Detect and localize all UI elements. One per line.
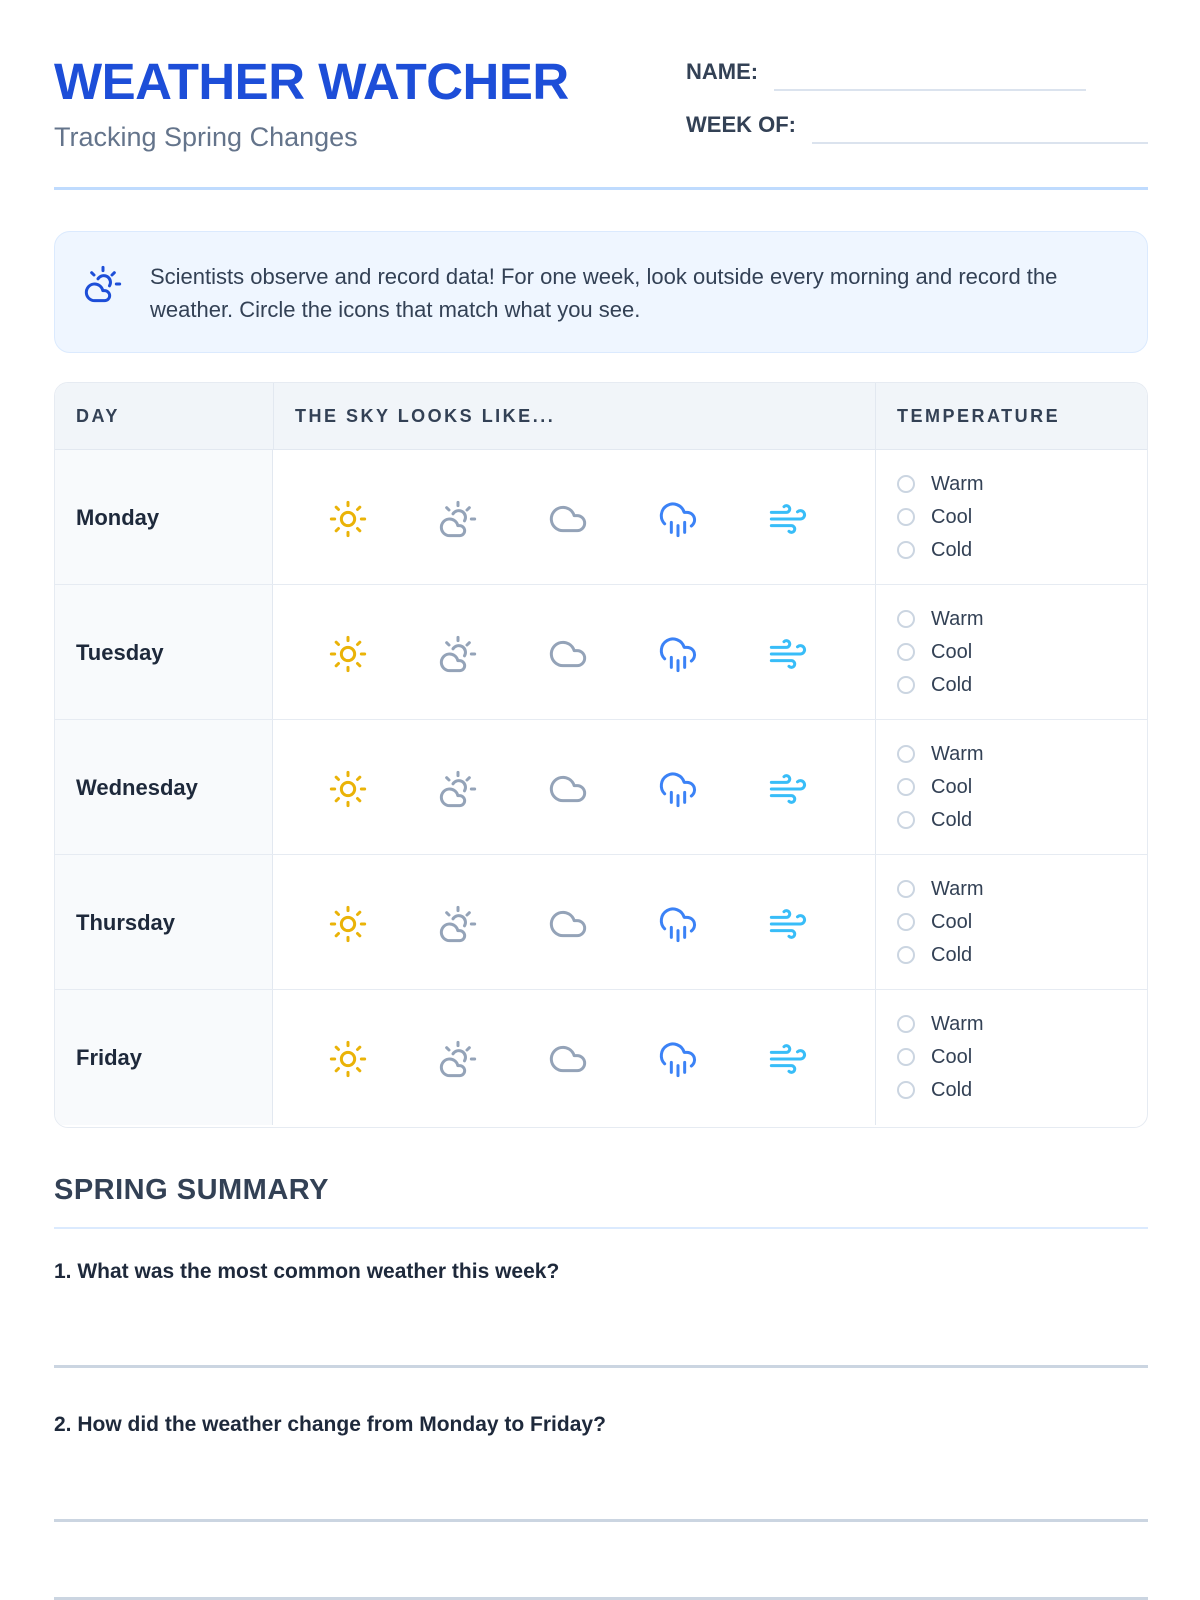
sun-icon[interactable] (328, 769, 368, 809)
page-subtitle: Tracking Spring Changes (54, 122, 358, 152)
sky-cell (273, 450, 875, 584)
day-cell (55, 450, 273, 584)
table-row (55, 450, 1147, 585)
rain-icon[interactable] (658, 634, 698, 674)
temperature-label: Cold (931, 1078, 973, 1101)
column-header-temperature: TEMPERATURE (875, 383, 1148, 450)
temperature-option[interactable] (897, 1011, 984, 1037)
day-cell (55, 720, 273, 854)
radio-button[interactable] (897, 676, 915, 694)
header-divider (54, 187, 1148, 190)
radio-button[interactable] (897, 643, 915, 661)
rain-icon[interactable] (658, 1039, 698, 1079)
radio-button[interactable] (897, 811, 915, 829)
column-header-sky: THE SKY LOOKS LIKE... (273, 383, 875, 450)
temperature-label: Cold (931, 808, 973, 831)
cloud-icon[interactable] (548, 769, 588, 809)
radio-button[interactable] (897, 1081, 915, 1099)
cloud-icon[interactable] (548, 1039, 588, 1079)
cloud-icon[interactable] (548, 904, 588, 944)
answer-line-1[interactable] (54, 1365, 1148, 1368)
temperature-option[interactable] (897, 1077, 972, 1103)
temperature-label: Warm (931, 742, 984, 765)
day-cell (55, 990, 273, 1125)
day-label: Wednesday (76, 775, 198, 800)
temperature-label: Cool (931, 640, 973, 663)
temperature-label: Warm (931, 607, 984, 630)
day-label: Tuesday (76, 640, 164, 665)
sun-icon[interactable] (328, 1039, 368, 1079)
sky-cell (273, 720, 875, 854)
name-field[interactable] (774, 89, 1086, 91)
wind-icon[interactable] (768, 1039, 808, 1079)
sun-icon[interactable] (328, 634, 368, 674)
temperature-option[interactable] (897, 471, 984, 497)
temperature-cell (875, 720, 1148, 854)
sun-icon[interactable] (328, 499, 368, 539)
instructions-text: Scientists observe and record data! For one week, look outside every morning and record the weather. Circle the icons that match what you see. (150, 264, 1058, 322)
temperature-label: Cool (931, 1045, 973, 1068)
sky-cell (273, 990, 875, 1125)
rain-icon[interactable] (658, 904, 698, 944)
partly-sunny-icon[interactable] (438, 499, 478, 539)
radio-button[interactable] (897, 475, 915, 493)
radio-button[interactable] (897, 913, 915, 931)
name-label: NAME: (686, 59, 759, 84)
instructions-box (54, 231, 1148, 353)
cloud-icon[interactable] (548, 499, 588, 539)
sky-cell (273, 855, 875, 989)
temperature-cell (875, 585, 1148, 719)
radio-button[interactable] (897, 946, 915, 964)
question-1: 1. What was the most common weather this week? (54, 1260, 560, 1283)
sun-icon[interactable] (328, 904, 368, 944)
day-cell (55, 585, 273, 719)
temperature-option[interactable] (897, 909, 972, 935)
temperature-label: Cold (931, 538, 973, 561)
radio-button[interactable] (897, 880, 915, 898)
page-title: WEATHER WATCHER (54, 53, 569, 110)
table-row (55, 585, 1147, 720)
table-row (55, 855, 1147, 990)
radio-button[interactable] (897, 1048, 915, 1066)
radio-button[interactable] (897, 610, 915, 628)
temperature-cell (875, 450, 1148, 584)
temperature-option[interactable] (897, 606, 984, 632)
partly-sunny-icon[interactable] (438, 904, 478, 944)
temperature-label: Cold (931, 943, 973, 966)
temperature-option[interactable] (897, 774, 972, 800)
partly-sunny-icon (83, 264, 123, 304)
temperature-option[interactable] (897, 741, 984, 767)
temperature-option[interactable] (897, 672, 972, 698)
rain-icon[interactable] (658, 499, 698, 539)
temperature-label: Cool (931, 910, 973, 933)
temperature-label: Warm (931, 877, 984, 900)
temperature-option[interactable] (897, 876, 984, 902)
wind-icon[interactable] (768, 769, 808, 809)
temperature-cell (875, 855, 1148, 989)
wind-icon[interactable] (768, 634, 808, 674)
partly-sunny-icon[interactable] (438, 769, 478, 809)
temperature-option[interactable] (897, 1044, 972, 1070)
temperature-option[interactable] (897, 942, 972, 968)
table-row (55, 720, 1147, 855)
day-label: Monday (76, 505, 160, 530)
temperature-option[interactable] (897, 639, 972, 665)
day-label: Friday (76, 1045, 143, 1070)
radio-button[interactable] (897, 1015, 915, 1033)
temperature-cell (875, 990, 1148, 1125)
column-header-day: DAY (76, 406, 120, 426)
table-row (55, 990, 1147, 1125)
week-of-label: WEEK OF: (686, 112, 796, 137)
wind-icon[interactable] (768, 499, 808, 539)
radio-button[interactable] (897, 508, 915, 526)
radio-button[interactable] (897, 745, 915, 763)
rain-icon[interactable] (658, 769, 698, 809)
radio-button[interactable] (897, 778, 915, 796)
temperature-label: Warm (931, 1012, 984, 1035)
partly-sunny-icon[interactable] (438, 634, 478, 674)
weather-table (54, 382, 1148, 1128)
partly-sunny-icon[interactable] (438, 1039, 478, 1079)
temperature-label: Cool (931, 505, 973, 528)
day-cell (55, 855, 273, 989)
day-label: Thursday (76, 910, 176, 935)
table-header (55, 383, 1147, 450)
summary-divider (54, 1227, 1148, 1229)
question-2: 2. How did the weather change from Monday to Friday? (54, 1413, 606, 1436)
radio-button[interactable] (897, 541, 915, 559)
week-of-field[interactable] (812, 142, 1148, 144)
answer-line-2[interactable] (54, 1519, 1148, 1522)
sky-cell (273, 585, 875, 719)
temperature-option[interactable] (897, 537, 972, 563)
cloud-icon[interactable] (548, 634, 588, 674)
temperature-option[interactable] (897, 504, 972, 530)
temperature-label: Warm (931, 472, 984, 495)
temperature-label: Cold (931, 673, 973, 696)
worksheet-header (54, 52, 1148, 192)
wind-icon[interactable] (768, 904, 808, 944)
temperature-label: Cool (931, 775, 973, 798)
summary-title: SPRING SUMMARY (54, 1174, 329, 1206)
temperature-option[interactable] (897, 807, 972, 833)
